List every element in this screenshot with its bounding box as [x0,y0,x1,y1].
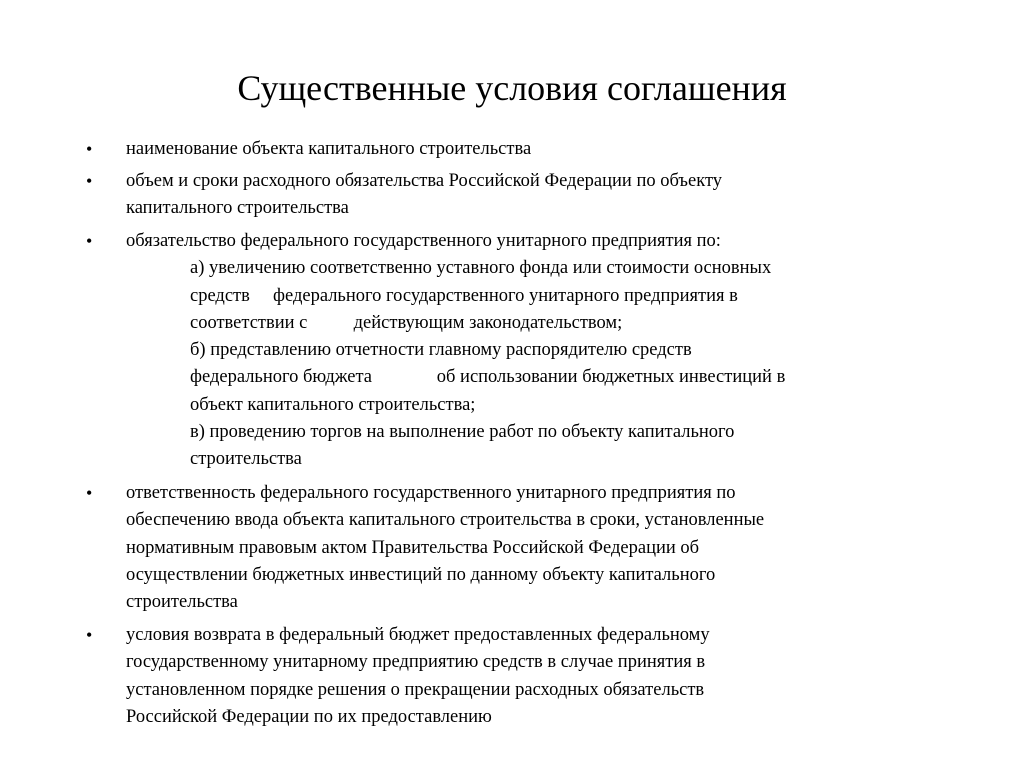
sub-item-line: федерального бюджета об использовании бюджетных инвестиций в [190,367,786,388]
bullet-icon: • [86,625,93,645]
item-text-line: Российской Федерации по их предоставлению [126,706,492,727]
item-text-line: строительства [126,592,238,613]
list-item [86,228,926,474]
bullet-icon: • [86,139,93,159]
item-text-line: обеспечению ввода объекта капитального строительства в сроки, установленные [126,510,765,531]
item-text-line: условия возврата в федеральный бюджет предоставленных федеральному [126,625,710,645]
list-item [86,136,926,163]
item-text-line: нормативным правовым актом Правительства Российской Федерации об [126,537,700,558]
sub-item-line: средств федерального государственного унитарного предприятия в [190,285,738,306]
list-item [86,622,926,731]
sub-item-line: а) увеличению соответственно уставного фонда или стоимости основных [190,258,772,279]
item-text-line: обязательство федерального государственного унитарного предприятия по: [126,231,721,251]
sub-item-line: б) представлению отчетности главному распорядителю средств [190,340,692,361]
sub-item-line: соответствии с действующим законодательством; [190,312,623,333]
item-text-line: государственному унитарному предприятию средств в случае принятия в [126,652,706,673]
item-text-line: ответственность федерального государственного унитарного предприятия по [126,483,736,503]
sub-item-line: в) проведению торгов на выполнение работ по объекту капитального [190,422,735,443]
slide-title: Существенные условия соглашения [237,68,787,108]
bullet-icon: • [86,171,93,191]
bullet-icon: • [86,483,93,503]
item-text-line: объем и сроки расходного обязательства Российской Федерации по объекту [126,171,723,191]
sub-item-line: объект капитального строительства; [190,394,476,415]
list-item [86,480,926,616]
list-item [86,168,926,223]
item-text-line: наименование объекта капитального строительства [126,139,532,159]
bullet-icon: • [86,231,93,251]
sub-item-line: строительства [190,449,302,470]
item-text-line: капитального строительства [126,198,349,219]
item-text-line: осуществлении бюджетных инвестиций по данному объекту капитального [126,564,716,585]
item-text-line: установленном порядке решения о прекращении расходных обязательств [126,679,705,700]
